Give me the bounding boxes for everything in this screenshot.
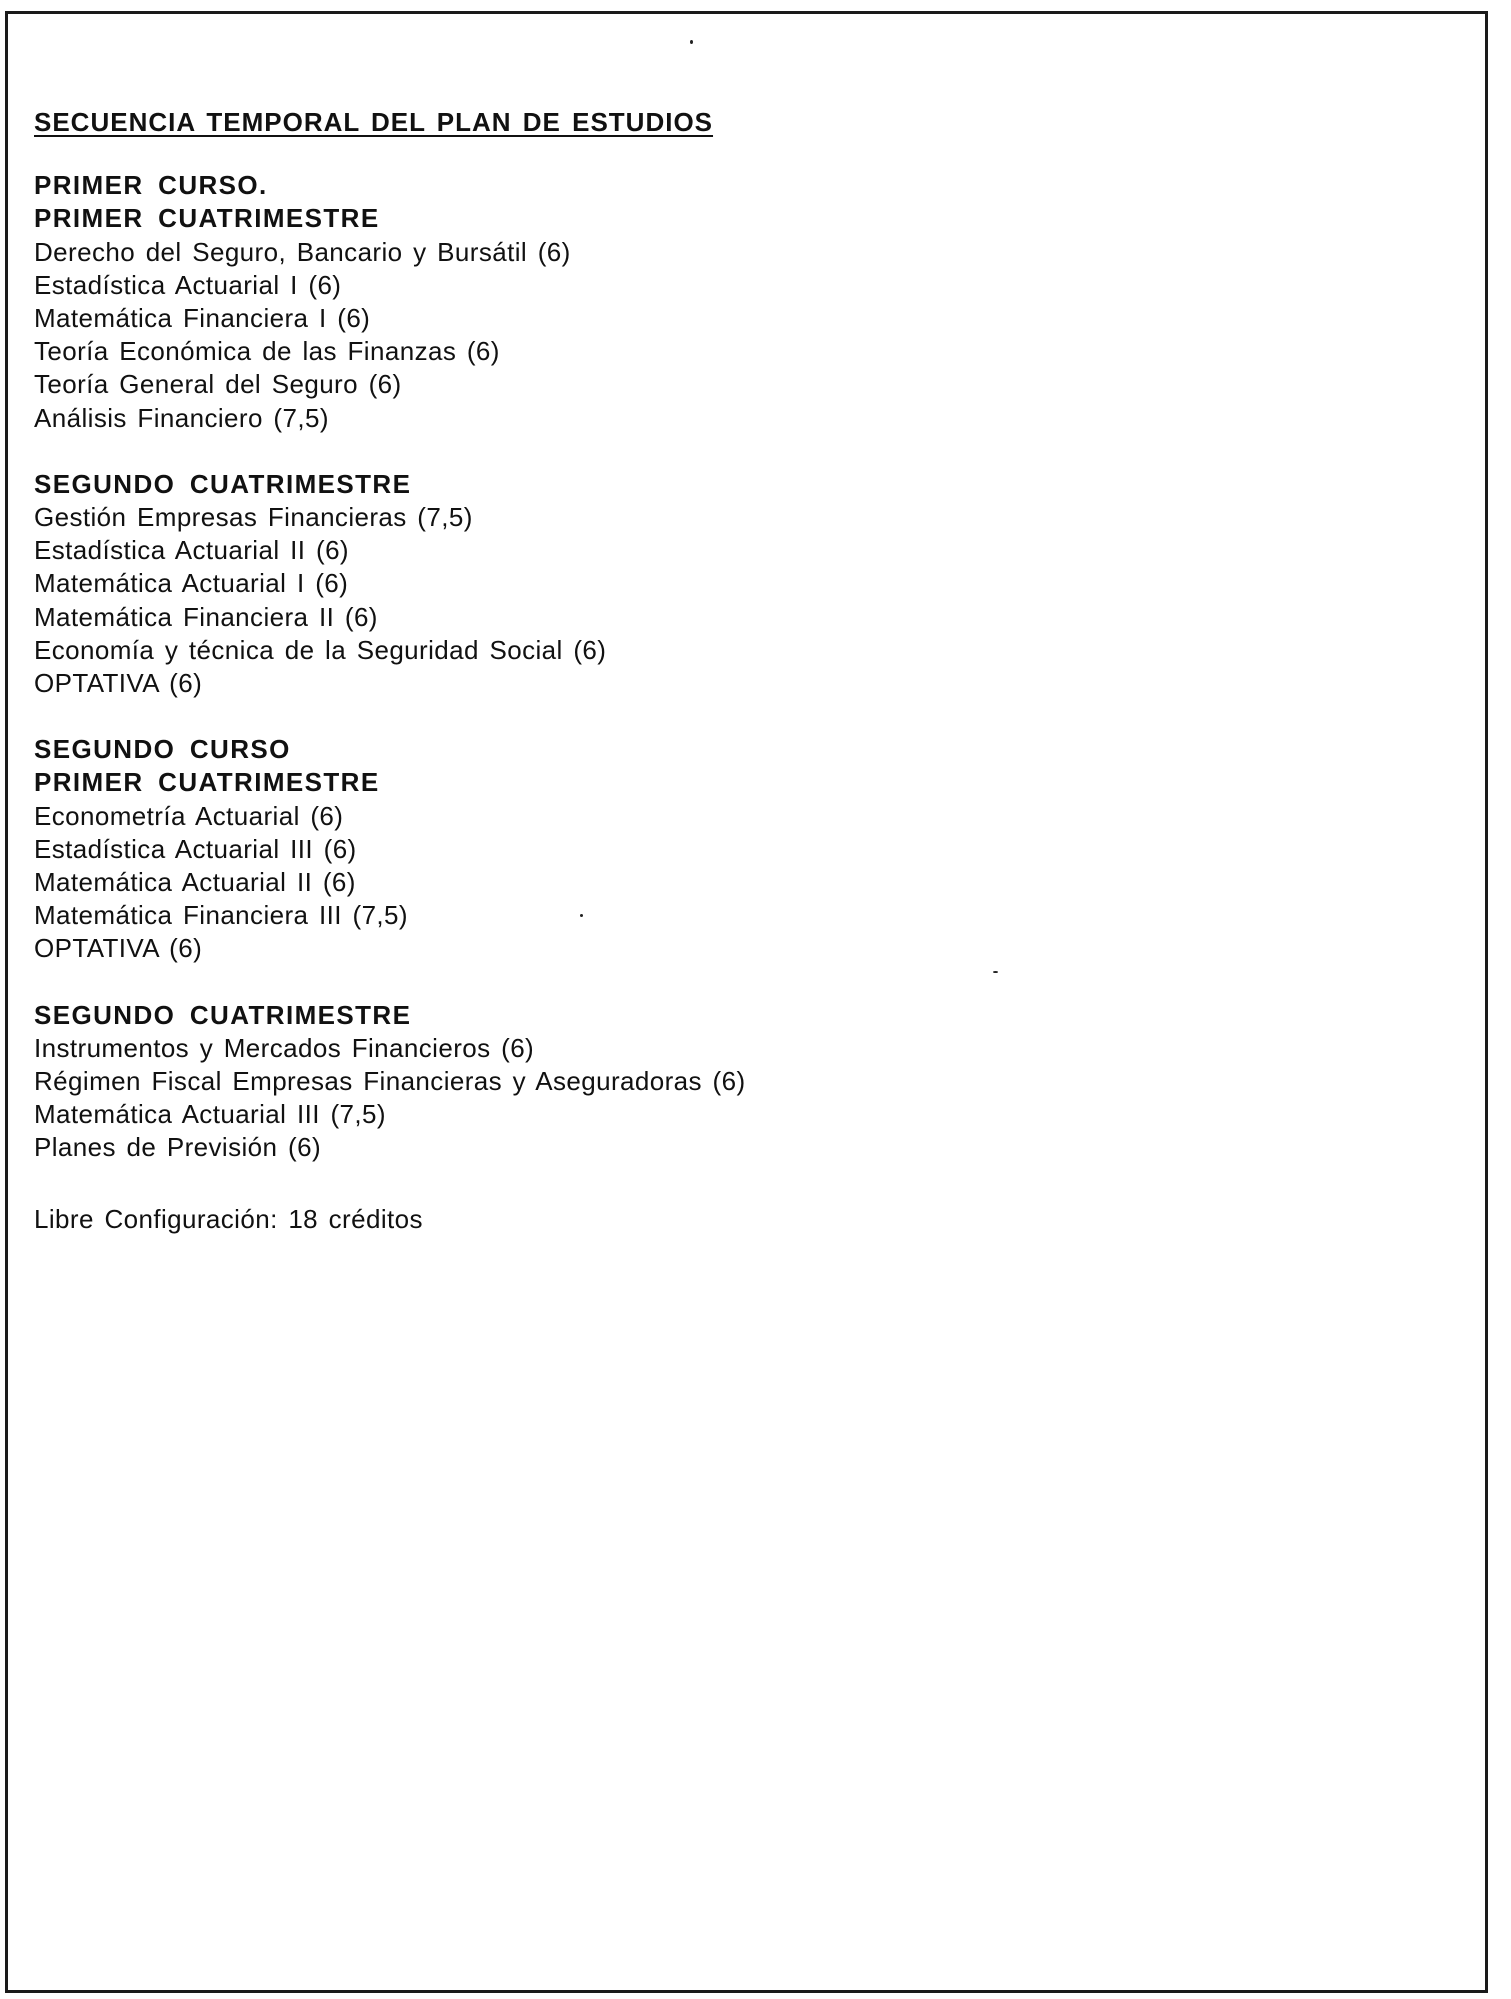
subject-item: Matemática Actuarial III (7,5) [34,1099,386,1130]
scan-speck [690,40,693,44]
subject-item: Econometría Actuarial (6) [34,800,344,831]
section-heading-term: SEGUNDO CUATRIMESTRE [34,999,412,1030]
section-heading-term: PRIMER CUATRIMESTRE [34,767,380,798]
subject-item: Matemática Financiera I (6) [34,303,371,334]
section-heading-term: SEGUNDO CUATRIMESTRE [34,468,412,499]
subject-item: Instrumentos y Mercados Financieros (6) [34,1032,535,1063]
subject-item: Régimen Fiscal Empresas Financieras y Aseguradoras (6) [34,1066,746,1097]
page-title: SECUENCIA TEMPORAL DEL PLAN DE ESTUDIOS [34,107,714,137]
subject-item: Teoría Económica de las Finanzas (6) [34,336,500,367]
section-segundo-curso-segundo-cuatrimestre [34,999,1434,1165]
subject-item: Matemática Financiera II (6) [34,601,378,632]
section-heading-course: PRIMER CURSO. [34,170,268,201]
subject-item: Derecho del Seguro, Bancario y Bursátil (6) [34,236,571,267]
section-segundo-curso-primer-cuatrimestre [34,733,1434,965]
free-configuration-credits: Libre Configuración: 18 créditos [34,1203,423,1234]
subject-item: Teoría General del Seguro (6) [34,369,402,400]
subject-item: Economía y técnica de la Seguridad Social (6) [34,634,607,665]
subject-item: OPTATIVA (6) [34,668,203,699]
subject-item: Matemática Financiera III (7,5) [34,900,408,931]
section-heading-course: SEGUNDO CURSO [34,734,291,765]
subject-item: Estadística Actuarial I (6) [34,269,342,300]
subject-item: Análisis Financiero (7,5) [34,402,329,433]
subject-item: Matemática Actuarial II (6) [34,867,356,898]
subject-item: Estadística Actuarial III (6) [34,833,357,864]
subject-item: OPTATIVA (6) [34,933,203,964]
subject-item: Matemática Actuarial I (6) [34,568,349,599]
document-body [34,106,1434,1236]
section-primer-curso-segundo-cuatrimestre [34,468,1434,700]
section-heading-term: PRIMER CUATRIMESTRE [34,203,380,234]
section-primer-curso-primer-cuatrimestre [34,169,1434,435]
subject-item: Estadística Actuarial II (6) [34,535,349,566]
subject-item: Planes de Previsión (6) [34,1132,321,1163]
subject-item: Gestión Empresas Financieras (7,5) [34,502,473,533]
